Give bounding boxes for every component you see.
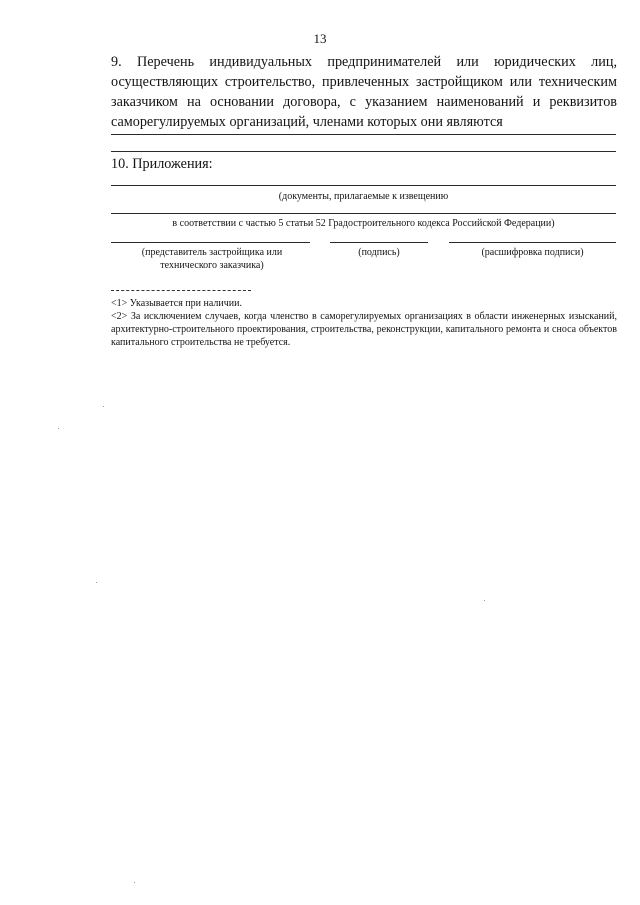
scan-speck [96,582,97,583]
signature-caption: (подпись) [358,247,400,258]
legal-basis-caption: в соответствии с частью 5 статьи 52 Градостроительного кодекса Российской Федерации) [172,218,555,229]
footnote-separator [111,290,251,291]
scan-speck [58,428,59,429]
page-number: 13 [313,31,327,46]
section-9-text: 9. Перечень индивидуальных предпринимателей или юридических лиц, осуществляющих строительство, привлеченных застройщиком или техническим заказчиком на основании договора, с указанием наименований и реквизитов саморегулируемых организаций, членами которых они являются [111,54,617,130]
section-10-title: 10. Приложения: [111,156,213,172]
attachments-fill-line-2 [111,213,616,214]
attachments-fill-line-1 [111,185,616,186]
representative-caption: (представитель застройщика или технического заказчика) [141,247,283,271]
section-9-fill-line-2 [111,151,616,152]
footnote-2: <2> За исключением случаев, когда членство в саморегулируемых организациях в области инженерных изысканий, архитектурно-строительного проектирования, строительства, реконструкции, капитального ремонта и сноса объектов капитального строительства не требуется. [111,311,617,348]
footnotes [111,297,617,349]
signature-line [330,242,428,243]
scan-speck [484,600,485,601]
signature-decoding-line [449,242,616,243]
scan-speck [103,406,104,407]
footnote-1: <1> Указывается при наличии. [111,298,242,309]
attachments-caption: (документы, прилагаемые к извещению [278,191,449,202]
signature-decoding-caption: (расшифровка подписи) [481,247,584,258]
section-9-fill-line-1 [111,134,616,135]
scan-speck [134,882,135,883]
representative-signature-line [111,242,310,243]
